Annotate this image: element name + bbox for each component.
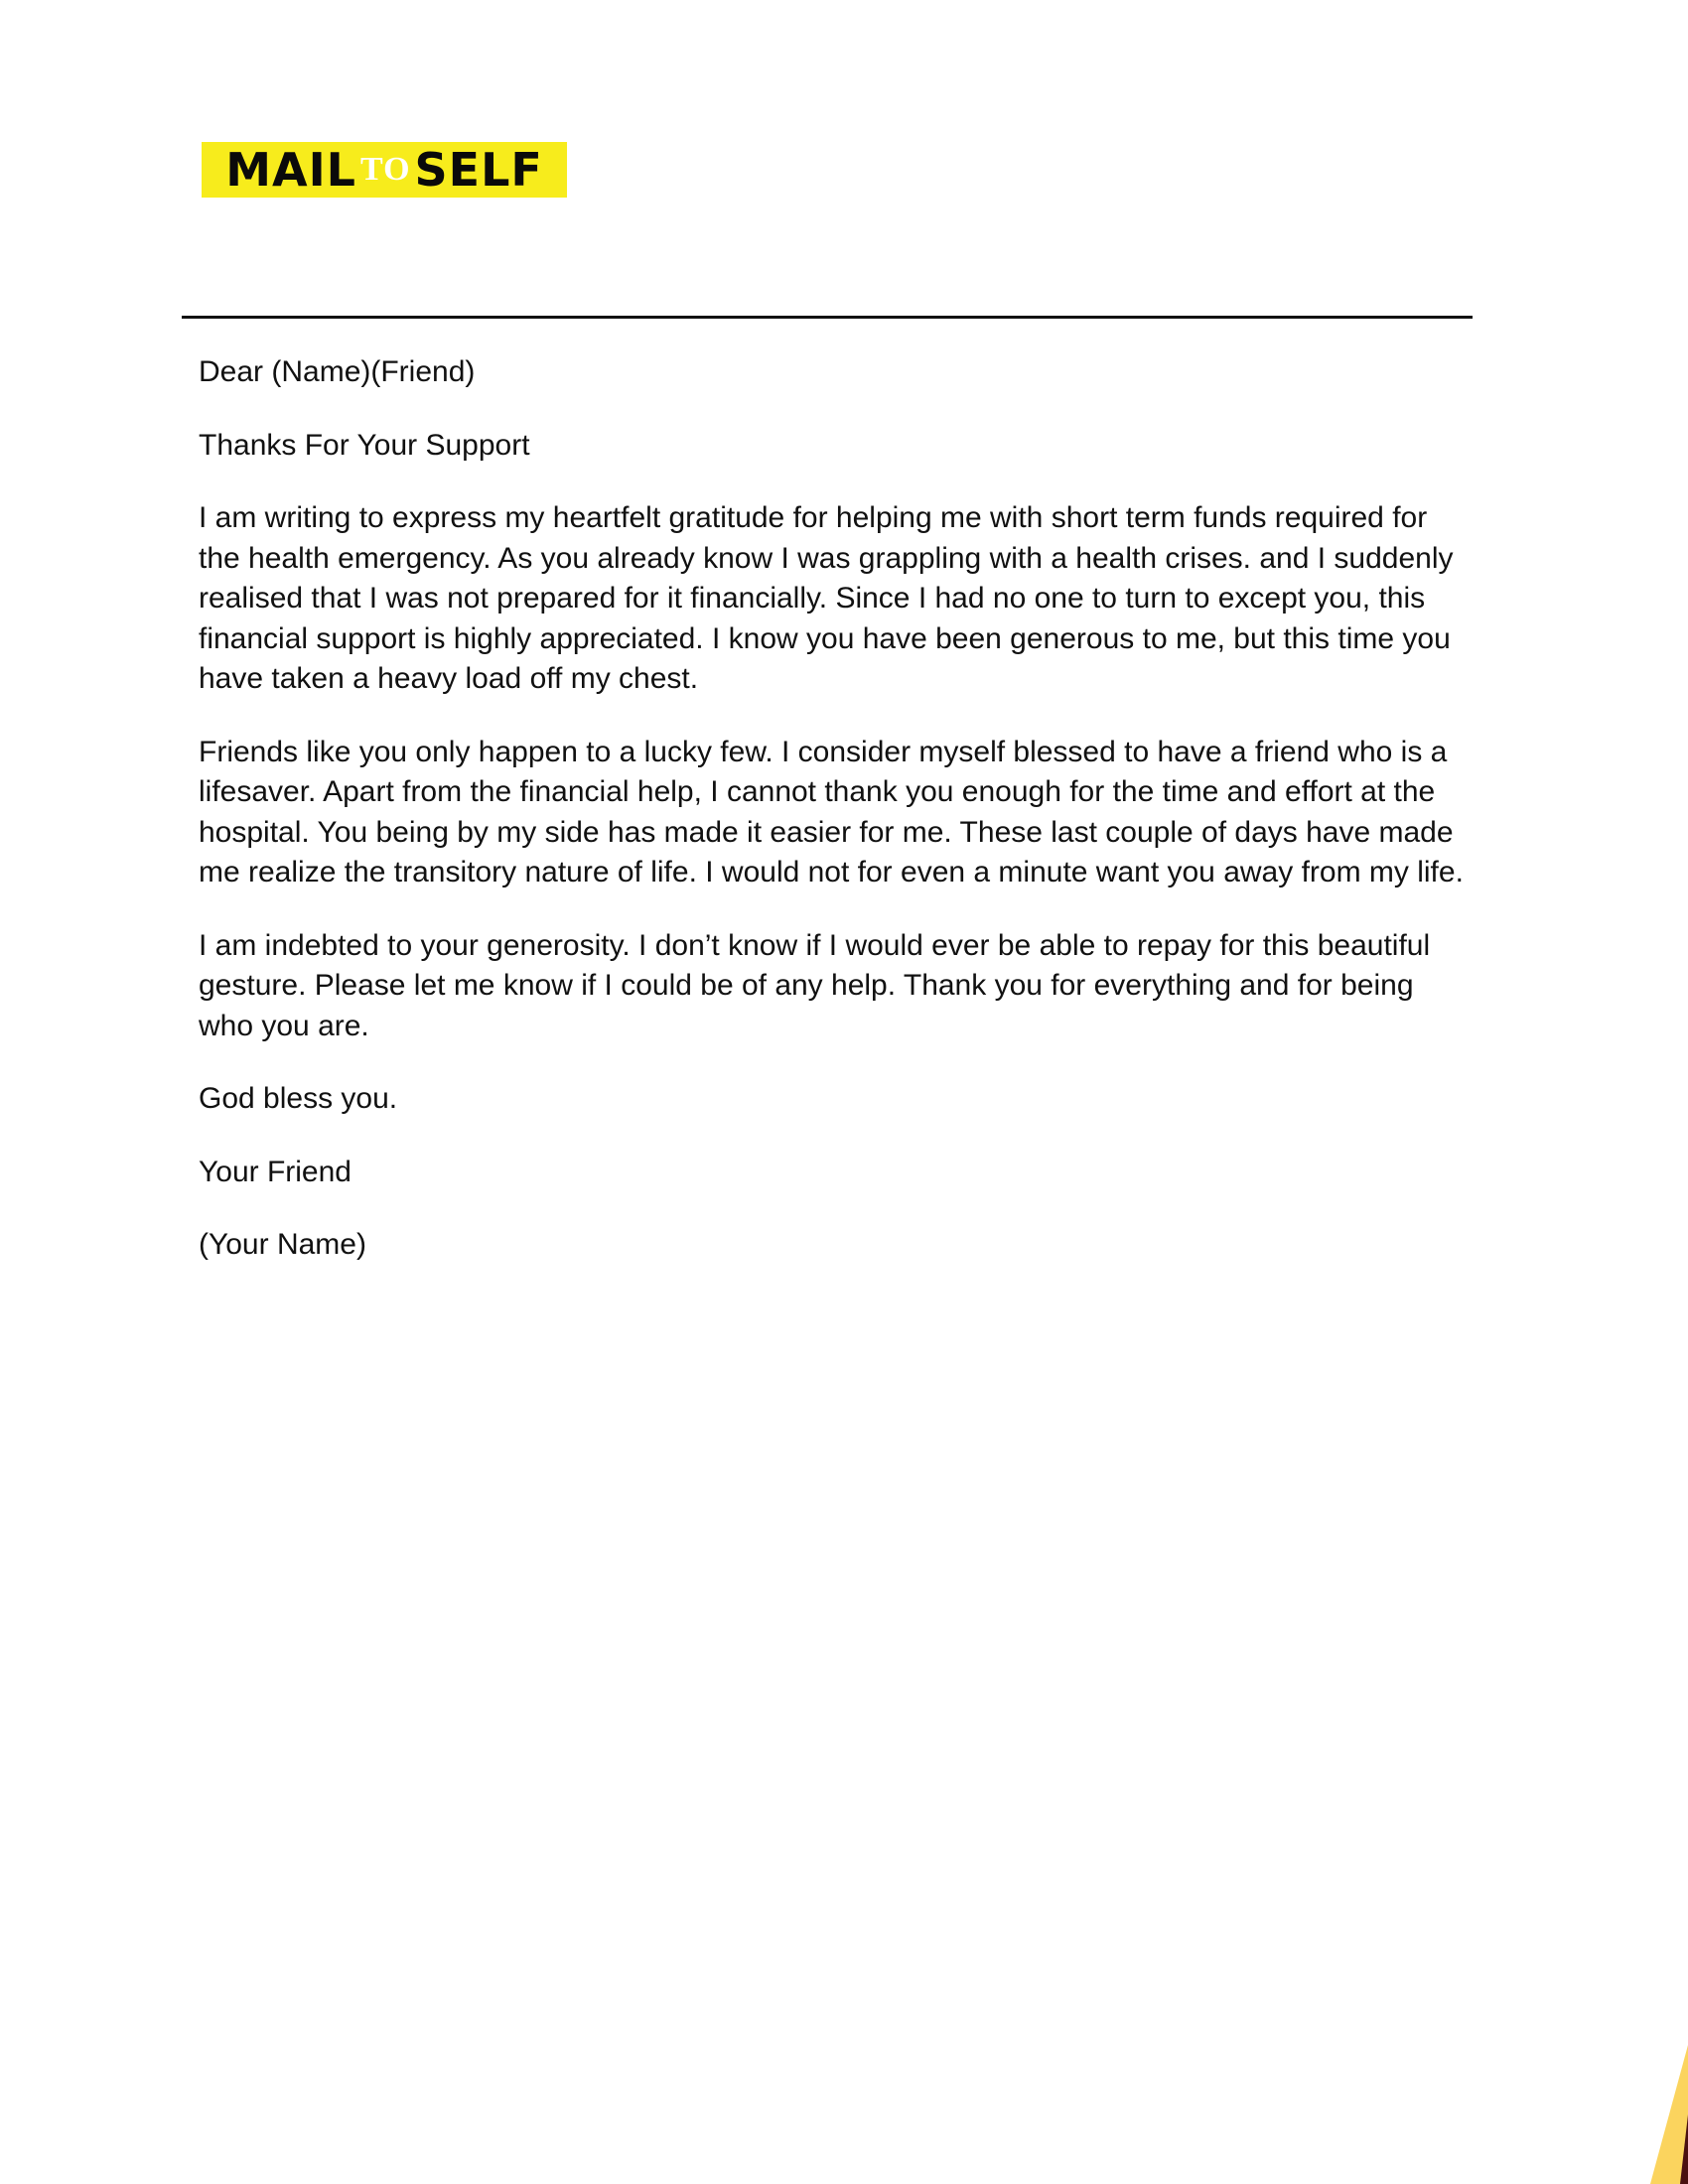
line: realised that I was not prepared for it financially. Since I had no one to turn to except you, this [199,582,1426,614]
line: who you are. [199,1009,369,1042]
paragraph-3 [199,926,1509,1047]
logo-text [225,142,543,198]
mailtoself-logo [202,142,567,198]
line: hospital. You being by my side has made it easier for me. These last couple of days have made [199,815,1454,849]
signature: (Your Name) [199,1228,366,1261]
letter-body [199,352,1509,1298]
line: me realize the transitory nature of life. I would not for even a minute want you away from my life. [199,856,1464,888]
paragraph-2 [199,733,1509,893]
closing: Your Friend [199,1155,352,1188]
corner-decoration [1628,2045,1688,2184]
line: I am indebted to your generosity. I don’t know if I would ever be able to repay for this beautiful [199,928,1431,962]
logo-to: TO [360,151,411,188]
line: I am writing to express my heartfelt gratitude for helping me with short term funds required for [199,501,1428,534]
line: gesture. Please let me know if I could be of any help. Thank you for everything and for being [199,969,1414,1002]
salutation: Dear (Name)(Friend) [199,355,476,388]
line: the health emergency. As you already know I was grappling with a health crises. and I suddenly [199,541,1454,575]
line: Friends like you only happen to a lucky few. I consider myself blessed to have a friend who is a [199,735,1448,768]
line: financial support is highly appreciated. I know you have been generous to me, but this time you [199,621,1451,655]
subject: Thanks For Your Support [199,428,530,462]
blessing: God bless you. [199,1082,398,1115]
paragraph-1 [199,498,1509,700]
header-divider [182,316,1473,319]
logo-self: SELF [414,143,543,197]
line: lifesaver. Apart from the financial help, I cannot thank you enough for the time and effort at the [199,775,1436,808]
line: have taken a heavy load off my chest. [199,662,699,695]
corner-yellow-shape [1650,2045,1688,2184]
logo-mail: MAIL [225,143,356,197]
